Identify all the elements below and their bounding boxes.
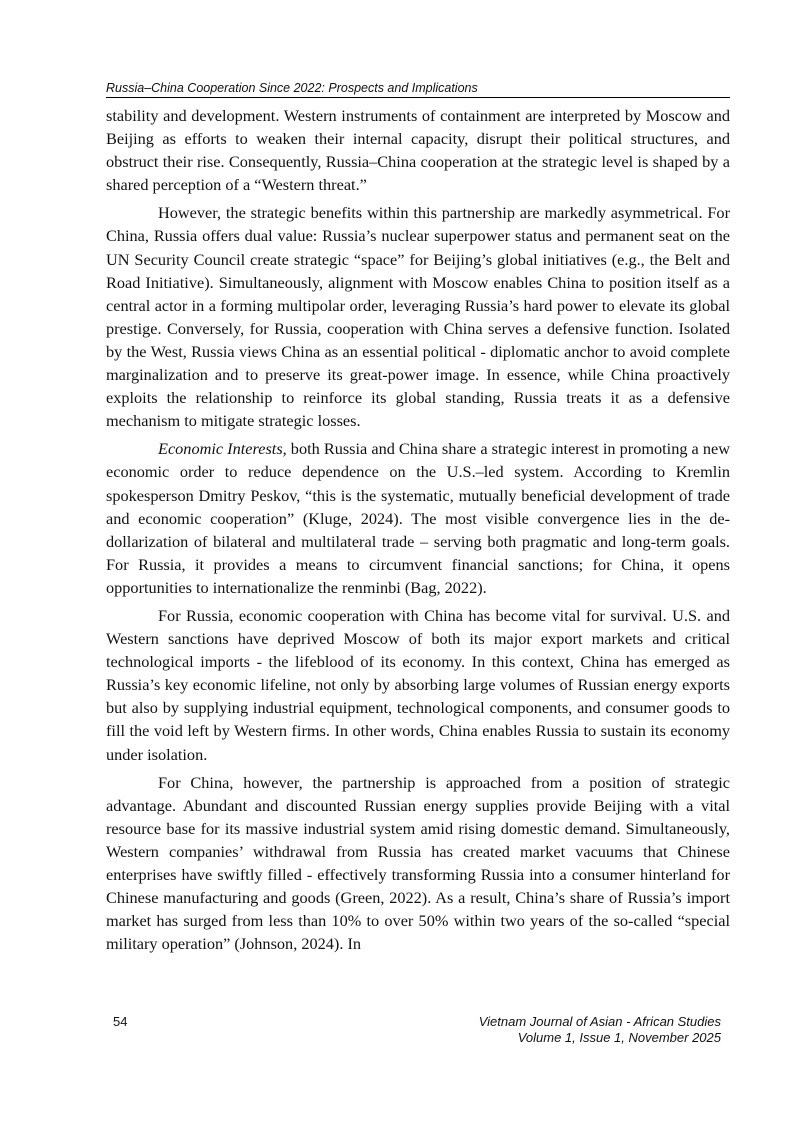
paragraph-1: stability and development. Western instruments of containment are interpreted by Moscow and Beijing as efforts to weaken their internal capacity, disrupt their political structures, and obstruct their rise. Consequently, Russia–China cooperation at the strategic level is shaped by a shared perception of a “Western threat.” (106, 106, 730, 195)
paragraph-5: For China, however, the partnership is approached from a position of strategic advantage. Abundant and discounted Russian energy supplies provide Beijing with a vital resource base for its massive industrial system amid rising domestic demand. Simultaneously, Western companies’ withdrawal from Russia has created market vacuums that Chinese enterprises have swiftly filled - effectively transforming Russia into a consumer hinterland for Chinese manufacturing and goods (Green, 2022). As a result, China’s share of Russia’s import market has surged from less than 10% to over 50% within two years of the so-called “special military operation” (Johnson, 2024). In (106, 772, 730, 954)
paragraph-2: However, the strategic benefits within this partnership are markedly asymmetrical. For China, Russia offers dual value: Russia’s nuclear superpower status and permanent seat on the UN Security Council create strategic “space” for Beijing’s global initiatives (e.g., the Belt and Road Initiative). Simultaneously, alignment with Moscow enables China to position itself as a central actor in a forming multipolar order, leveraging Russia’s hard power to elevate its global prestige. Conversely, for Russia, cooperation with China serves a defensive function. Isolated by the West, Russia views China as an essential political - diplomatic anchor to avoid complete marginalization and to preserve its great-power image. In essence, while China proactively exploits the relationship to reinforce its global standing, Russia treats it as a defensive mechanism to mitigate strategic losses. (106, 203, 730, 431)
paragraph-4: For Russia, economic cooperation with China has become vital for survival. U.S. and Western sanctions have deprived Moscow of both its major export markets and critical technological imports - the lifeblood of its economy. In this context, China has emerged as Russia’s key economic lifeline, not only by absorbing large volumes of Russian energy exports but also by supplying industrial equipment, technological components, and consumer goods to fill the void left by Western firms. In other words, China enables Russia to sustain its economy under isolation. (106, 605, 730, 764)
journal-name: Vietnam Journal of Asian - African Studies (478, 1014, 721, 1029)
journal-footer (479, 1014, 721, 1046)
journal-issue: Volume 1, Issue 1, November 2025 (517, 1030, 721, 1045)
body-text (106, 104, 730, 960)
paragraph-3 (106, 437, 730, 599)
paragraph-3-lead: Economic Interests (158, 439, 283, 459)
paragraph-3-text: , both Russia and China share a strategic interest in promoting a new economic order to reduce dependence on the U.S.–led system. According to Kremlin spokesperson Dmitry Peskov, “this is the systematic, mutually beneficial development of trade and economic cooperation” (Kluge, 2024). The most visible convergence lies in the de-dollarization of bilateral and multilateral trade – serving both pragmatic and long-term goals. For Russia, it provides a means to circumvent financial sanctions; for China, it opens opportunities to internationalize the renminbi (Bag, 2022). (106, 439, 730, 597)
page-number: 54 (113, 1014, 128, 1029)
running-header: Russia–China Cooperation Since 2022: Prospects and Implications (106, 80, 730, 98)
